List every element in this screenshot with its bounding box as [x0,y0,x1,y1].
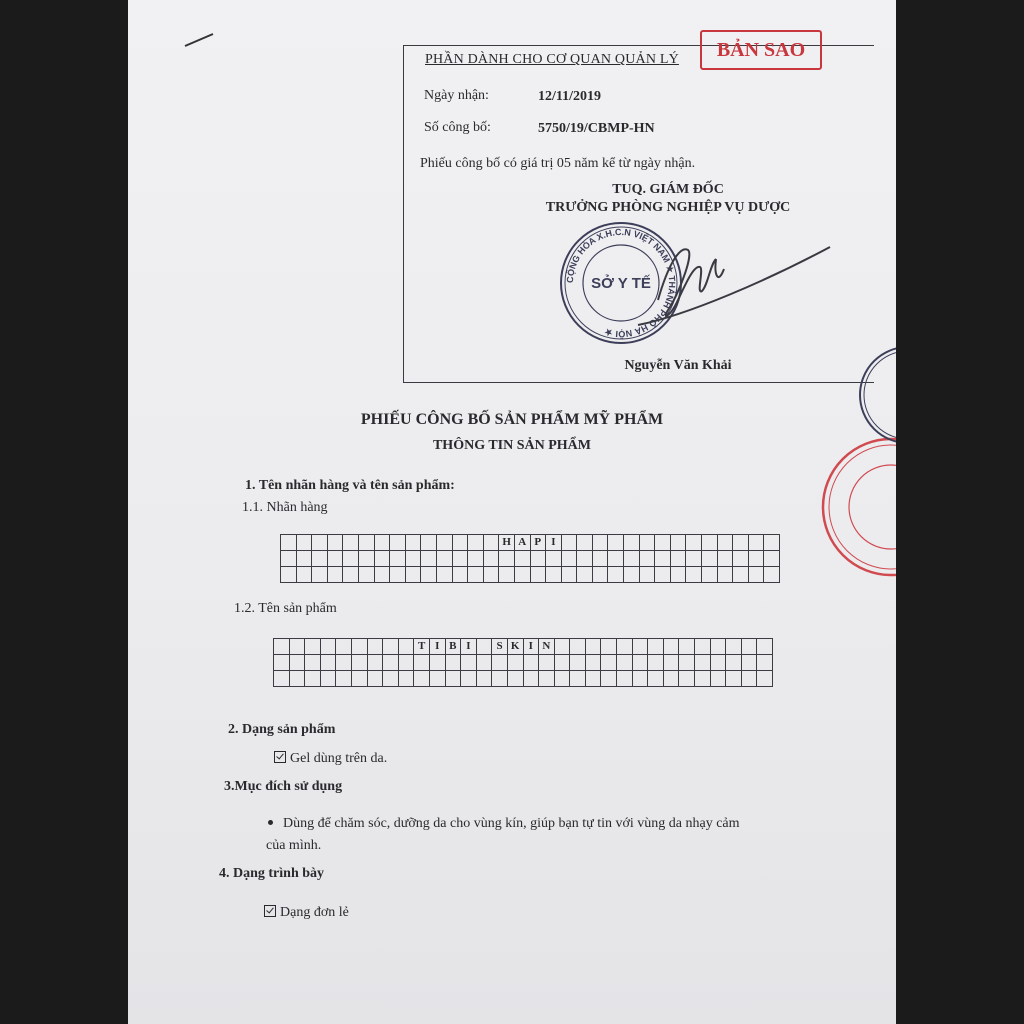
copy-stamp: BẢN SAO [700,30,822,70]
product-letter: K [507,639,523,655]
signer-title-1: TUQ. GIÁM ĐỐC [612,182,724,197]
partial-seal [848,340,896,450]
brand-letter: I [546,535,562,551]
section-1-1-label: 1.1. Nhãn hàng [242,500,328,515]
product-grid-row [274,671,773,687]
document-page [128,0,896,1024]
product-name-grid [273,638,773,687]
product-letter: I [523,639,539,655]
product-letter: N [539,639,555,655]
section-4-option-text: Dạng đơn lẻ [280,905,349,920]
validity-note: Phiếu công bố có giá trị 05 năm kể từ ngày nhận. [420,156,696,171]
section-2-heading: 2. Dạng sản phẩm [228,722,336,737]
received-date-value: 12/11/2019 [538,89,602,104]
signature [598,225,838,335]
section-3-line-2: của mình. [266,838,322,853]
product-letter: S [492,639,508,655]
signer-name: Nguyễn Văn Khải [624,358,732,373]
brand-letter: H [499,535,515,551]
section-3-line-1 [268,816,888,832]
seal-center-text: SỞ Y TẾ [591,275,651,292]
admin-section-title: PHẦN DÀNH CHO CƠ QUAN QUẢN LÝ [425,52,679,67]
announcement-number-value: 5750/19/CBMP-HN [538,121,655,136]
product-grid-row [274,655,773,671]
notary-seal [816,432,896,582]
section-1-heading: 1. Tên nhãn hàng và tên sản phẩm: [245,478,455,493]
section-3-heading: 3.Mục đích sử dụng [224,779,343,794]
received-date-label: Ngày nhận: [424,88,489,103]
checkbox-checked-icon [264,905,276,917]
section-2-option-text: Gel dùng trên da. [290,751,388,766]
svg-text:CỘNG HÒA X.H.C.N VIỆT NAM ★ TH: CỘNG HÒA X.H.C.N VIỆT NAM ★ THÀNH PHỐ HÀ NỘI ★ [564,226,678,340]
product-letter: I [429,639,445,655]
product-letter [476,639,492,655]
section-2-option [274,751,387,767]
brand-grid [280,534,780,583]
section-4-heading: 4. Dạng trình bày [219,866,325,881]
brand-grid-row [281,535,780,551]
section-1-2-label: 1.2. Tên sản phẩm [234,601,337,616]
brand-letter: A [514,535,530,551]
document-title: PHIẾU CÔNG BỐ SẢN PHẨM MỸ PHẨM [360,411,664,428]
bullet-icon [268,820,273,825]
brand-grid-row [281,551,780,567]
pen-mark [183,30,223,50]
announcement-number-label: Số công bố: [424,120,491,135]
document-subtitle: THÔNG TIN SẢN PHẨM [432,438,592,453]
product-letter: T [414,639,430,655]
signer-title-2: TRƯỞNG PHÒNG NGHIỆP VỤ DƯỢC [545,200,791,215]
section-4-option [264,905,349,921]
product-grid-row [274,639,773,655]
section-3-text: Dùng để chăm sóc, dưỡng da cho vùng kín, giúp bạn tự tin với vùng da nhạy cảm [283,816,740,831]
product-letter: B [445,639,461,655]
product-letter: I [461,639,477,655]
checkbox-checked-icon [274,751,286,763]
brand-grid-row [281,567,780,583]
brand-letter: P [530,535,546,551]
